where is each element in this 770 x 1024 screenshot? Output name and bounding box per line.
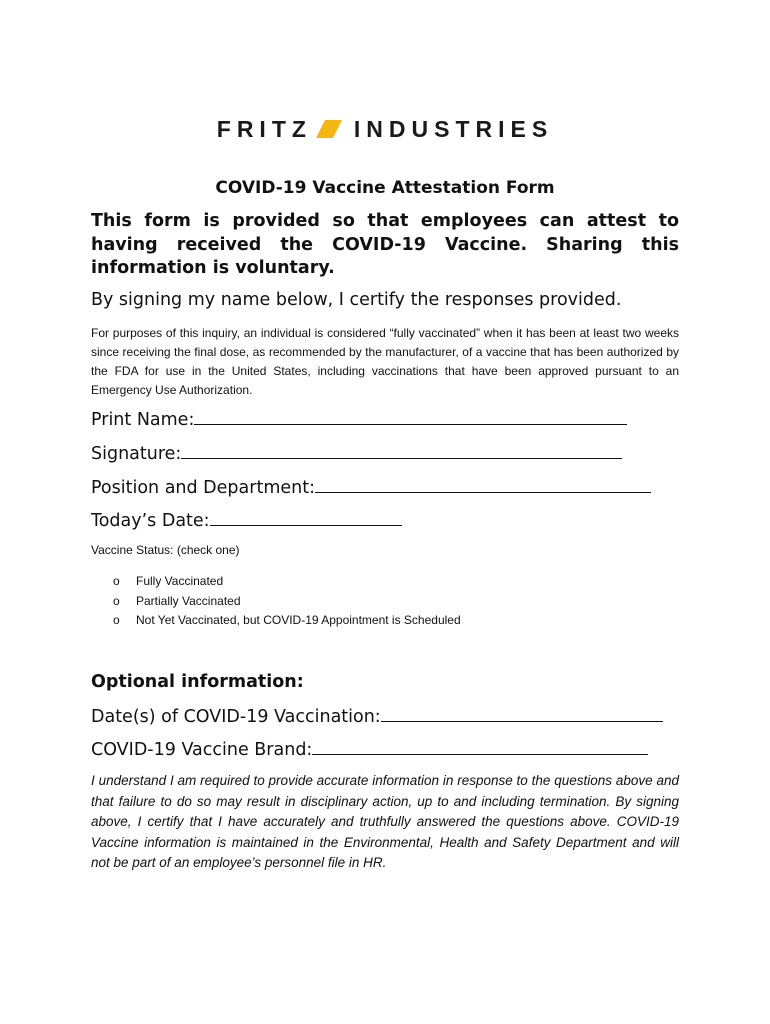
print-name-label: Print Name: [91, 410, 195, 430]
vaccination-dates-field[interactable] [91, 705, 663, 727]
position-department-label: Position and Department: [91, 478, 315, 498]
vaccination-dates-label: Date(s) of COVID-19 Vaccination: [91, 707, 381, 727]
option-fully-vaccinated[interactable] [113, 572, 461, 592]
signature-label: Signature: [91, 444, 182, 464]
company-logo [0, 116, 770, 143]
signature-input-line[interactable] [181, 442, 622, 459]
vaccine-brand-label: COVID-19 Vaccine Brand: [91, 740, 313, 760]
checkbox-circle-icon[interactable]: o [113, 613, 120, 627]
print-name-field[interactable] [91, 408, 627, 430]
option-not-yet-vaccinated[interactable] [113, 611, 461, 631]
vaccine-brand-input-line[interactable] [312, 738, 648, 755]
todays-date-label: Today’s Date: [91, 511, 210, 531]
option-label: Partially Vaccinated [136, 593, 241, 608]
logo-text-right: INDUSTRIES [353, 116, 554, 142]
fully-vaccinated-definition: For purposes of this inquiry, an individual is considered “fully vaccinated” when it has been at least two weeks since receiving the final dose, as recommended by the manufacturer, of a vaccine that has been authorized by the FDA for use in the United States, including vaccinations that have been approved pursuant to an Emergency Use Authorization. [91, 326, 679, 397]
intro-statement: This form is provided so that employees can attest to having received the COVID-19 Vaccine. Sharing this information is voluntary. [91, 211, 679, 278]
position-department-input-line[interactable] [315, 476, 651, 493]
optional-information-heading: Optional information: [91, 672, 304, 692]
logo-text-left: FRITZ [216, 116, 312, 142]
checkbox-circle-icon[interactable]: o [113, 593, 120, 608]
slash-logo-icon [316, 120, 342, 138]
form-title: COVID-19 Vaccine Attestation Form [215, 178, 555, 198]
certify-statement: By signing my name below, I certify the responses provided. [91, 290, 622, 310]
checkbox-circle-icon[interactable]: o [113, 574, 120, 588]
accuracy-disclaimer: I understand I am required to provide accurate information in response to the questions above and that failure to do so may result in disciplinary action, up to and including termination. By signing above, I certify that I have accurately and truthfully answered the questions above. COVID-19 Vaccine information is maintained in the Environmental, Health and Safety Department and will not be part of an employee’s personnel file in HR. [91, 773, 679, 870]
option-label: Not Yet Vaccinated, but COVID-19 Appointment is Scheduled [136, 613, 461, 627]
todays-date-input-line[interactable] [210, 509, 402, 526]
print-name-input-line[interactable] [194, 408, 627, 425]
vaccination-dates-input-line[interactable] [381, 705, 663, 722]
option-label: Fully Vaccinated [136, 574, 224, 588]
option-partially-vaccinated[interactable] [113, 592, 461, 612]
position-department-field[interactable] [91, 476, 651, 498]
vaccine-status-options [113, 572, 461, 631]
vaccine-status-label: Vaccine Status: (check one) [91, 543, 240, 557]
vaccine-brand-field[interactable] [91, 738, 648, 760]
todays-date-field[interactable] [91, 509, 402, 531]
signature-field[interactable] [91, 442, 622, 464]
